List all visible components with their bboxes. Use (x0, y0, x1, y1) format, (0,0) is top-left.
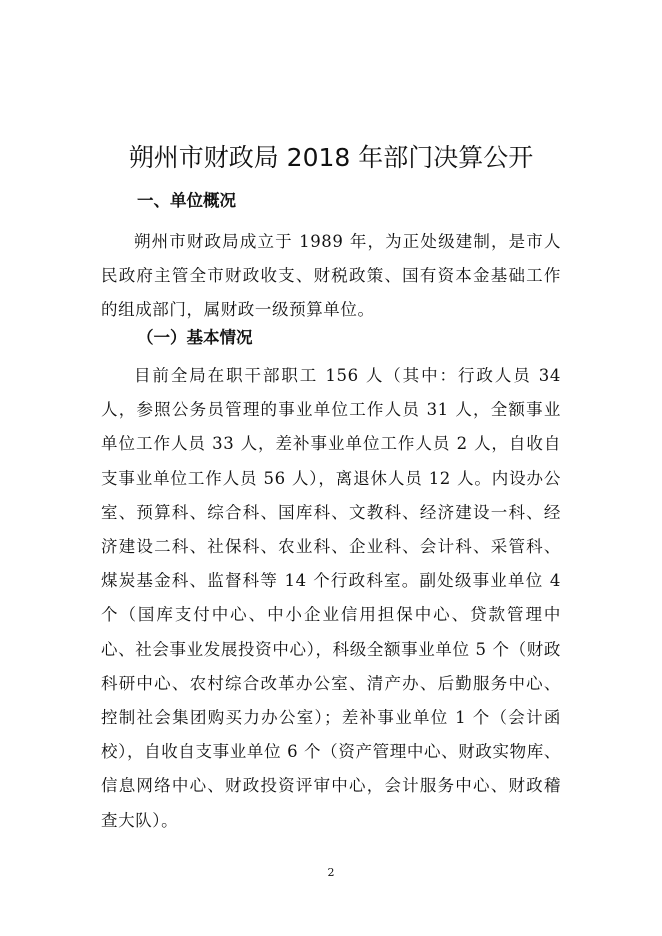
section-heading-unit-overview: 一、单位概况 (137, 191, 236, 210)
basic-info-paragraph: 目前全局在职干部职工 156 人（其中：行政人员 34 人，参照公务员管理的事业单位工作人员 31 人，全额事业单位工作人员 33 人，差补事业单位工作人员 2 人，自收自支事业单位工作人员 56 人），离退休人员 12 人。内设办公室、预算科、综合科、国库科、文教科、经济建设一科、经济建设二科、社保科、农业科、企业科、会计科、采管科、煤炭基金科、监督科等 14 个行政科室。副处级事业单位 4 个（国库支付中心、中小企业信用担保中心、贷款管理中心、社会事业发展投资中心），科级全额事业单位 5 个（财政科研中心、农村综合改革办公室、清产办、后勤服务中心、控制社会集团购买力办公室）；差补事业单位 1 个（会计函校），自收自支事业单位 6 个（资产管理中心、财政实物库、信息网络中心、财政投资评审中心，会计服务中心、财政稽查大队）。 (101, 366, 561, 830)
section-heading-basic-info: （一）基本情况 (137, 328, 253, 347)
page-number: 2 (327, 866, 335, 879)
document-title: 朔州市财政局 2018 年部门决算公开 (128, 143, 534, 172)
unit-overview-paragraph: 朔州市财政局成立于 1989 年，为正处级建制，是市人民政府主管全市财政收支、财税政策、国有资本金基础工作的组成部门，属财政一级预算单位。 (101, 232, 561, 320)
